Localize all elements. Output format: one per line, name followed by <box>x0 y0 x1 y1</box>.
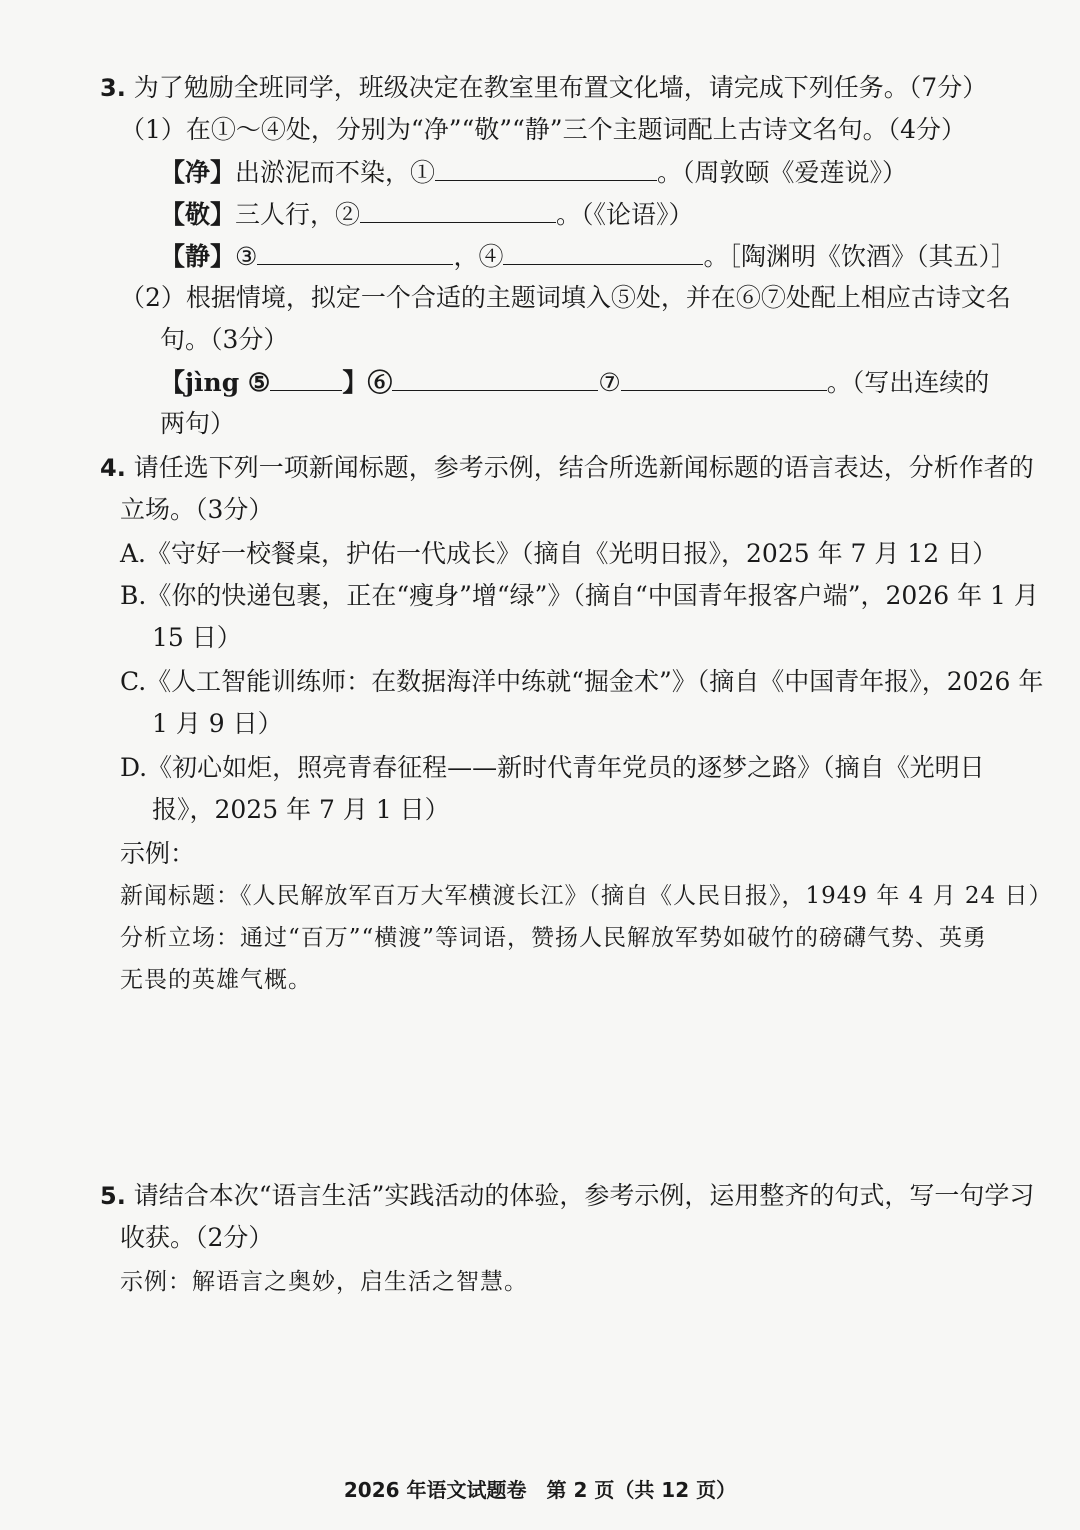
q4-stem1: 请任选下列一项新闻标题，参考示例，结合所选新闻标题的语言表达，分析作者的 <box>133 453 1034 482</box>
q3-tail2: 两句） <box>160 409 236 438</box>
q3-jing-source: 。（周敦颐《爱莲说》） <box>657 158 908 187</box>
q5-stem2: 收获。（2分） <box>120 1223 274 1252</box>
q4-stem2: 立场。（3分） <box>120 495 274 524</box>
page-footer: 2026 年语文试题卷 第 2 页（共 12 页） <box>343 1478 737 1502</box>
q3-part2-line2: 句。（3分） <box>160 325 289 354</box>
q3-jing2-line <box>160 196 694 233</box>
q3-tail1: 。（写出连续的 <box>826 368 990 397</box>
q4-example-label: 示例： <box>120 839 196 868</box>
q4-example-title: 新闻标题：《人民解放军百万大军横渡长江》（摘自《人民日报》，1949 年 4 月 24 日） <box>120 883 1053 909</box>
q3-jing-tag: 【净】 <box>160 158 236 187</box>
q4-option-b-line2: 15 日） <box>152 623 242 652</box>
q3-part2-line1: （2）根据情境，拟定一个合适的主题词填入⑤处，并在⑥⑦处配上相应古诗文名 <box>120 283 1011 312</box>
q5-stem1: 请结合本次“语言生活”实践活动的体验，参考示例，运用整齐的句式，写一句学习 <box>133 1181 1035 1210</box>
q4-example-analysis-line2: 无畏的英雄气概。 <box>120 967 312 993</box>
answer-blank-6[interactable] <box>392 364 598 391</box>
q3-jing-text: 出淤泥而不染，① <box>235 158 436 187</box>
q5-example: 示例：解语言之奥妙，启生活之智慧。 <box>120 1269 528 1295</box>
q4-option-d-line2: 报》，2025 年 7 月 1 日） <box>152 795 450 824</box>
q4-example-analysis-line1: 分析立场：通过“百万”“横渡”等词语，赞扬人民解放军势如破竹的磅礴气势、英勇 <box>120 925 988 951</box>
q3-jing2-text: 三人行，② <box>235 200 361 229</box>
q3-jing2-tag: 【敬】 <box>160 200 236 229</box>
q4-option-c-line2: 1 月 9 日） <box>152 709 283 738</box>
answer-blank-1[interactable] <box>435 154 657 181</box>
answer-blank-5[interactable] <box>270 364 342 391</box>
q4-stem-line1 <box>100 450 1034 486</box>
q3-jing3-line <box>160 238 1016 275</box>
q3-jing3-mark3: ③ <box>235 242 258 271</box>
q5-number: 5. <box>100 1182 126 1210</box>
q3-number: 3. <box>100 74 126 102</box>
q4-number: 4. <box>100 454 126 482</box>
q4-option-c-line1: C.《人工智能训练师：在数据海洋中练就“掘金术”》（摘自《中国青年报》，2026 年 <box>120 667 1044 696</box>
q3-mark6: 】⑥ <box>342 368 393 397</box>
q5-stem-line1 <box>100 1178 1034 1214</box>
q3-mark7: ⑦ <box>598 368 621 397</box>
answer-blank-7[interactable] <box>621 364 827 391</box>
q3-jing3-mark4: ，④ <box>453 242 504 271</box>
q5-answer-area[interactable] <box>120 1310 1000 1450</box>
q3-pinyin-line <box>160 364 989 401</box>
q3-jing-line <box>160 154 907 191</box>
q3-stem: 为了勉励全班同学，班级决定在教室里布置文化墙，请完成下列任务。（7分） <box>133 73 988 102</box>
q3-jing3-source: 。［陶渊明《饮酒》（其五）］ <box>703 242 1016 271</box>
answer-blank-2[interactable] <box>360 196 556 223</box>
q4-option-a: A.《守好一校餐桌，护佑一代成长》（摘自《光明日报》，2025 年 7 月 12 日） <box>120 539 998 568</box>
q3-jing2-source: 。（《论语》） <box>556 200 694 229</box>
answer-blank-4[interactable] <box>503 238 703 265</box>
answer-blank-3[interactable] <box>257 238 453 265</box>
q4-option-b-line1: B.《你的快递包裹，正在“瘦身”增“绿”》（摘自“中国青年报客户端”，2026 年 1 月 <box>120 581 1039 610</box>
q4-option-d-line1: D.《初心如炬，照亮青春征程——新时代青年党员的逐梦之路》（摘自《光明日 <box>120 753 985 782</box>
q3-jing3-tag: 【静】 <box>160 242 236 271</box>
q3-pinyin-tag: 【jìng ⑤ <box>160 368 271 397</box>
q4-answer-area[interactable] <box>120 1010 1000 1170</box>
q3-stem-line <box>100 70 987 106</box>
q3-part1: （1）在①～④处，分别为“净”“敬”“静”三个主题词配上古诗文名句。（4分） <box>120 115 966 144</box>
